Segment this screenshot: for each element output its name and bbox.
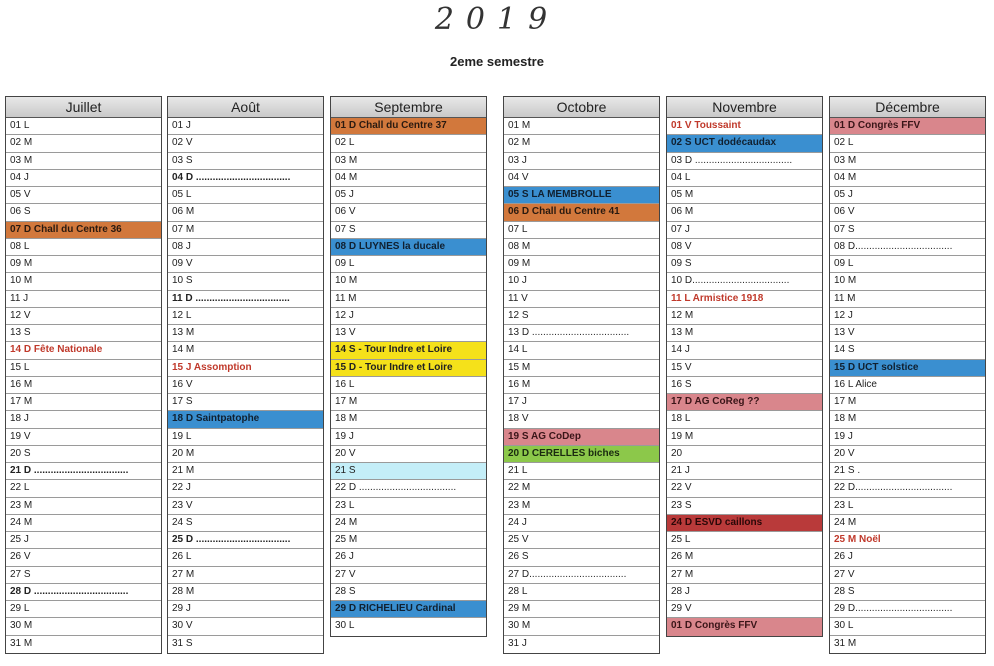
day-row: 09 V <box>168 256 323 273</box>
day-row: 09 M <box>6 256 161 273</box>
day-row: 05 M <box>667 187 822 204</box>
day-row: 01 D Chall du Centre 37 <box>331 118 486 135</box>
day-row: 09 L <box>830 256 985 273</box>
day-row: 20 S <box>6 446 161 463</box>
day-row: 29 D RICHELIEU Cardinal <box>331 601 486 618</box>
day-row: 10 M <box>6 273 161 290</box>
day-row: 10 M <box>830 273 985 290</box>
day-row: 09 S <box>667 256 822 273</box>
day-row: 13 D ................................... <box>504 325 659 342</box>
day-row: 22 D................................... <box>830 480 985 497</box>
day-row: 18 D Saintpatophe <box>168 411 323 428</box>
day-row: 19 S AG CoDep <box>504 429 659 446</box>
day-row: 03 D ................................... <box>667 153 822 170</box>
day-row: 01 D Congrès FFV <box>667 618 822 635</box>
day-row: 03 M <box>830 153 985 170</box>
day-row: 04 L <box>667 170 822 187</box>
page-subtitle: 2eme semestre <box>450 54 544 69</box>
day-row: 03 S <box>168 153 323 170</box>
day-row: 25 L <box>667 532 822 549</box>
day-row: 14 M <box>168 342 323 359</box>
day-row: 12 L <box>168 308 323 325</box>
day-row: 25 D .................................. <box>168 532 323 549</box>
day-row: 20 M <box>168 446 323 463</box>
day-row: 04 M <box>830 170 985 187</box>
day-row: 15 D UCT solstice <box>830 360 985 377</box>
day-row: 31 S <box>172 637 193 649</box>
day-row: 13 V <box>331 325 486 342</box>
day-row: 10 J <box>504 273 659 290</box>
month-column-novembre <box>666 96 823 637</box>
day-row: 24 J <box>504 515 659 532</box>
day-row: 25 J <box>6 532 161 549</box>
day-row: 11 M <box>331 291 486 308</box>
day-row: 16 L <box>331 377 486 394</box>
day-row: 23 M <box>6 498 161 515</box>
day-row: 19 J <box>830 429 985 446</box>
day-row: 06 V <box>331 204 486 221</box>
day-row: 20 V <box>830 446 985 463</box>
day-row: 28 S <box>331 584 486 601</box>
day-row: 21 D .................................. <box>6 463 161 480</box>
day-row: 13 M <box>667 325 822 342</box>
day-row: 07 J <box>667 222 822 239</box>
day-row: 18 V <box>504 411 659 428</box>
day-row: 23 S <box>667 498 822 515</box>
day-row: 16 V <box>168 377 323 394</box>
day-row: 08 J <box>168 239 323 256</box>
day-row: 29 J <box>168 601 323 618</box>
day-row: 14 L <box>504 342 659 359</box>
day-row: 15 M <box>504 360 659 377</box>
day-row: 05 L <box>168 187 323 204</box>
day-row: 16 L Alice <box>830 377 985 394</box>
day-row: 21 J <box>667 463 822 480</box>
day-row: 22 D ................................... <box>331 480 486 497</box>
day-row: 24 D ESVD caillons <box>667 515 822 532</box>
day-row: 18 M <box>331 411 486 428</box>
day-row: 03 M <box>6 153 161 170</box>
day-row: 17 D AG CoReg ?? <box>667 394 822 411</box>
day-row: 22 J <box>168 480 323 497</box>
day-row: 08 V <box>667 239 822 256</box>
day-row: 16 M <box>6 377 161 394</box>
day-row: 22 V <box>667 480 822 497</box>
day-row: 17 M <box>331 394 486 411</box>
day-row: 04 M <box>331 170 486 187</box>
day-row: 08 L <box>6 239 161 256</box>
day-row: 02 V <box>168 135 323 152</box>
day-row: 02 L <box>331 135 486 152</box>
day-row: 15 L <box>6 360 161 377</box>
day-row: 15 V <box>667 360 822 377</box>
day-row: 06 M <box>168 204 323 221</box>
day-row: 19 L <box>168 429 323 446</box>
day-row: 28 J <box>667 584 822 601</box>
day-row: 26 L <box>168 549 323 566</box>
day-row: 02 M <box>6 135 161 152</box>
day-row: 28 L <box>504 584 659 601</box>
day-row: 27 S <box>6 567 161 584</box>
day-row: 17 J <box>504 394 659 411</box>
day-row: 23 V <box>168 498 323 515</box>
day-row: 29 M <box>504 601 659 618</box>
day-row: 11 M <box>830 291 985 308</box>
day-row: 14 J <box>667 342 822 359</box>
day-row: 09 L <box>331 256 486 273</box>
day-row: 24 S <box>168 515 323 532</box>
day-row: 31 J <box>508 637 527 649</box>
day-row: 14 S <box>830 342 985 359</box>
day-row: 18 M <box>830 411 985 428</box>
day-row: 25 M <box>331 532 486 549</box>
day-row: 07 S <box>830 222 985 239</box>
day-row: 04 V <box>504 170 659 187</box>
year-title: 2019 <box>434 2 560 37</box>
day-row: 01 M <box>504 118 659 135</box>
day-row: 12 J <box>331 308 486 325</box>
day-row: 02 S UCT dodécaudax <box>667 135 822 152</box>
day-row: 26 V <box>6 549 161 566</box>
day-row: 22 L <box>6 480 161 497</box>
day-row: 16 S <box>667 377 822 394</box>
day-row: 24 M <box>331 515 486 532</box>
day-row: 15 J Assomption <box>168 360 323 377</box>
day-row: 11 L Armistice 1918 <box>667 291 822 308</box>
day-row: 08 D................................... <box>830 239 985 256</box>
day-row: 25 V <box>504 532 659 549</box>
day-row: 26 J <box>830 549 985 566</box>
day-row: 10 M <box>331 273 486 290</box>
day-row: 10 S <box>168 273 323 290</box>
month-header: Novembre <box>667 97 822 118</box>
day-row: 30 M <box>6 618 161 635</box>
day-row: 29 D................................... <box>830 601 985 618</box>
day-row: 20 <box>667 446 822 463</box>
month-column-aout <box>167 96 324 654</box>
day-row: 13 S <box>6 325 161 342</box>
day-row: 07 L <box>504 222 659 239</box>
day-row: 23 L <box>830 498 985 515</box>
day-row: 02 M <box>504 135 659 152</box>
day-row: 14 D Fête Nationale <box>6 342 161 359</box>
day-row: 10 D................................... <box>667 273 822 290</box>
day-row: 05 J <box>331 187 486 204</box>
day-row: 06 M <box>667 204 822 221</box>
day-row: 22 M <box>504 480 659 497</box>
day-row: 13 V <box>830 325 985 342</box>
month-header: Juillet <box>6 97 161 118</box>
month-column-juillet <box>5 96 162 654</box>
day-row: 08 M <box>504 239 659 256</box>
day-row: 17 M <box>6 394 161 411</box>
month-column-decembre <box>829 96 986 654</box>
day-row: 06 S <box>6 204 161 221</box>
day-row: 05 S LA MEMBROLLE <box>504 187 659 204</box>
day-row: 13 M <box>168 325 323 342</box>
day-row: 21 M <box>168 463 323 480</box>
day-row: 04 J <box>6 170 161 187</box>
day-row: 12 M <box>667 308 822 325</box>
day-row: 06 D Chall du Centre 41 <box>504 204 659 221</box>
day-row: 29 L <box>6 601 161 618</box>
day-row: 31 M <box>834 637 857 649</box>
day-row: 01 L <box>6 118 161 135</box>
day-row: 26 S <box>504 549 659 566</box>
day-row: 05 V <box>6 187 161 204</box>
day-row: 12 J <box>830 308 985 325</box>
day-row: 27 D................................... <box>504 567 659 584</box>
day-row: 21 S . <box>830 463 985 480</box>
day-row: 19 V <box>6 429 161 446</box>
day-row: 30 L <box>335 620 355 632</box>
day-row: 16 M <box>504 377 659 394</box>
day-row: 12 V <box>6 308 161 325</box>
day-row: 28 M <box>168 584 323 601</box>
day-row: 30 L <box>830 618 985 635</box>
day-row: 08 D LUYNES la ducale <box>331 239 486 256</box>
day-row: 01 V Toussaint <box>667 118 822 135</box>
day-row: 11 V <box>504 291 659 308</box>
day-row: 11 J <box>6 291 161 308</box>
day-row: 19 M <box>667 429 822 446</box>
month-header: Août <box>168 97 323 118</box>
day-row: 20 V <box>331 446 486 463</box>
day-row: 28 D .................................. <box>6 584 161 601</box>
day-row: 27 M <box>168 567 323 584</box>
day-row: 14 S - Tour Indre et Loire <box>331 342 486 359</box>
day-row: 28 S <box>830 584 985 601</box>
month-header: Octobre <box>504 97 659 118</box>
day-row: 26 J <box>331 549 486 566</box>
day-row: 24 M <box>6 515 161 532</box>
day-row: 24 M <box>830 515 985 532</box>
day-row: 26 M <box>667 549 822 566</box>
day-row: 01 J <box>168 118 323 135</box>
day-row: 18 L <box>667 411 822 428</box>
day-row: 15 D - Tour Indre et Loire <box>331 360 486 377</box>
day-row: 12 S <box>504 308 659 325</box>
day-row: 25 M Noël <box>830 532 985 549</box>
day-row: 05 J <box>830 187 985 204</box>
day-row: 17 M <box>830 394 985 411</box>
month-header: Décembre <box>830 97 985 118</box>
day-row: 27 V <box>331 567 486 584</box>
day-row: 07 D Chall du Centre 36 <box>6 222 161 239</box>
day-row: 07 M <box>168 222 323 239</box>
day-row: 31 M <box>10 637 33 649</box>
day-row: 09 M <box>504 256 659 273</box>
day-row: 02 L <box>830 135 985 152</box>
day-row: 18 J <box>6 411 161 428</box>
day-row: 21 S <box>331 463 486 480</box>
month-column-septembre <box>330 96 487 637</box>
day-row: 19 J <box>331 429 486 446</box>
day-row: 03 J <box>504 153 659 170</box>
day-row: 01 D Congrès FFV <box>830 118 985 135</box>
day-row: 03 M <box>331 153 486 170</box>
day-row: 11 D .................................. <box>168 291 323 308</box>
day-row: 30 M <box>504 618 659 635</box>
day-row: 27 M <box>667 567 822 584</box>
day-row: 23 M <box>504 498 659 515</box>
day-row: 20 D CERELLES biches <box>504 446 659 463</box>
day-row: 06 V <box>830 204 985 221</box>
day-row: 04 D .................................. <box>168 170 323 187</box>
month-header: Septembre <box>331 97 486 118</box>
day-row: 17 S <box>168 394 323 411</box>
day-row: 07 S <box>331 222 486 239</box>
day-row: 29 V <box>667 601 822 618</box>
day-row: 27 V <box>830 567 985 584</box>
month-column-octobre <box>503 96 660 654</box>
day-row: 21 L <box>504 463 659 480</box>
day-row: 30 V <box>168 618 323 635</box>
day-row: 23 L <box>331 498 486 515</box>
